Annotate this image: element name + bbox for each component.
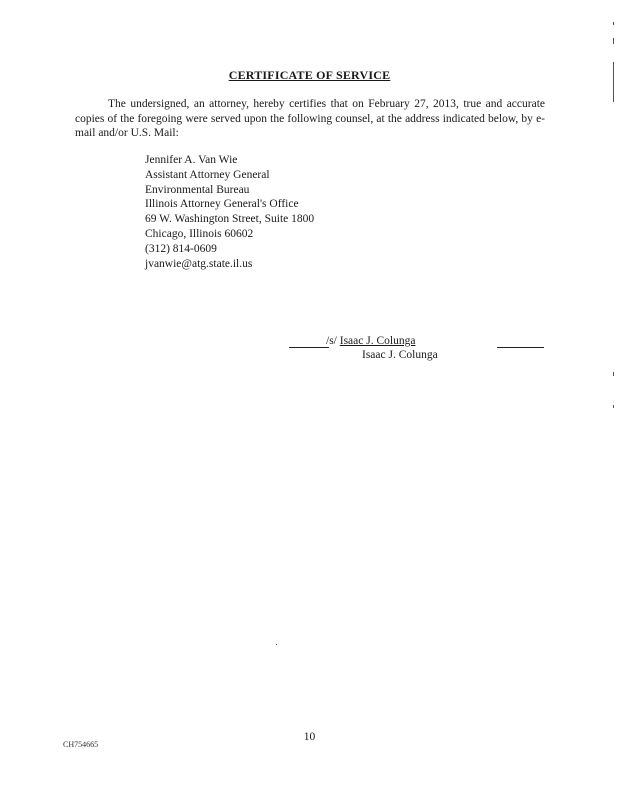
signature-signed-name: Isaac J. Colunga (339, 335, 416, 347)
signature-printed-name: Isaac J. Colunga (362, 349, 438, 361)
scan-edge-mark (613, 38, 614, 44)
address-email: jvanwie@atg.state.il.us (145, 257, 253, 270)
service-address-block (145, 153, 314, 271)
scan-speck (276, 644, 277, 645)
address-line: Jennifer A. Van Wie (145, 154, 238, 166)
address-line: Illinois Attorney General's Office (145, 198, 299, 211)
page-number: 10 (303, 731, 316, 743)
scan-edge-mark (613, 405, 614, 408)
signature-prefix: /s/ (326, 335, 337, 347)
certificate-title: CERTIFICATE OF SERVICE (228, 68, 391, 82)
scan-edge-mark (613, 62, 614, 102)
scan-edge-mark (613, 372, 614, 376)
address-line: Assistant Attorney General (145, 168, 270, 181)
electronic-signature (326, 335, 415, 347)
certification-paragraph: The undersigned, an attorney, hereby certifies that on February 27, 2013, true and accurate copies of the foregoing were served upon the following counsel, at the address indicated below, by e-mail and/or U.S. Mail: (75, 98, 545, 139)
address-line: 69 W. Washington Street, Suite 1800 (145, 213, 315, 226)
address-line: (312) 814-0609 (145, 242, 217, 255)
address-line: Environmental Bureau (145, 183, 250, 196)
address-line: Chicago, Illinois 60602 (145, 227, 254, 240)
signature-rule-left (289, 347, 329, 348)
signature-rule-right (497, 347, 544, 348)
document-id: CH754665 (63, 740, 99, 749)
scan-edge-mark (613, 22, 614, 25)
